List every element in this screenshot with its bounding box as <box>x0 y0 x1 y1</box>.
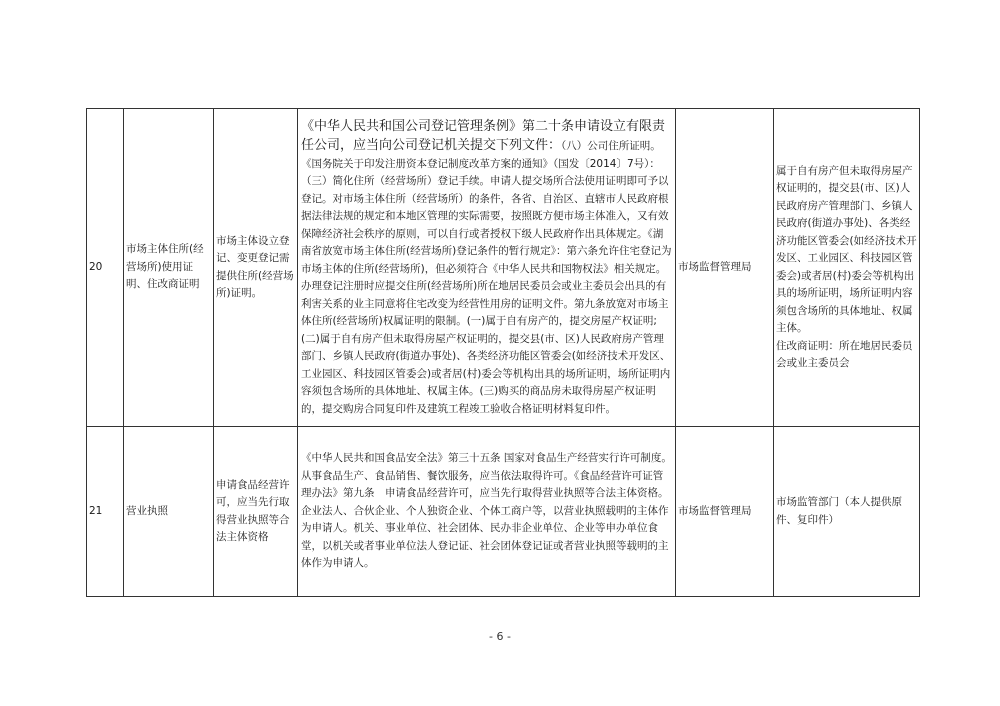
row-number: 21 <box>87 427 124 597</box>
page-number: - 6 - <box>489 630 511 643</box>
certificate-name: 市场主体住所(经营场所)使用证明、住改商证明 <box>124 109 214 427</box>
certificate-purpose: 市场主体设立登记、变更登记需提供住所(经营场所)证明。 <box>214 109 298 427</box>
remarks-text: 属于自有房产但未取得房屋产权证明的，提交县(市、区)人民政府房产管理部门、乡镇人民政府(街道办事处)、各类经济功能区管委会(如经济技术开发区、工业园区、科技园区管委会)或者居(村)委会等机构出具的场所证明，场所证明内容须包含场所的具体地址、权属主体。 <box>776 164 917 334</box>
table-row <box>87 109 920 427</box>
remarks <box>774 109 920 427</box>
remarks: 市场监管部门（本人提供原件、复印件） <box>774 427 920 597</box>
legal-basis-text: （八）公司住所证明。《国务院关于印发注册资本登记制度改革方案的通知》（国发〔2014〕7号）：（三）简化住所（经营场所）登记手续。申请人提交场所合法使用证明即可予以登记。对市场主体住所（经营场所）的条件，各省、自治区、直辖市人民政府根据法律法规的规定和本地区管理的实际需要，按照既方便市场主体准入，又有效保障经济社会秩序的原则，可以自行或者授权下级人民政府作出具体规定。《湖南省放宽市场主体住所(经营场所)登记条件的暂行规定》：第六条允许住宅登记为市场主体的住所(经营场所)，但必须符合《中华人民共和国物权法》相关规定。办理登记注册时应提交住所(经营场所)所在地居民委员会或业主委员会出具的有利害关系的业主同意将住宅改变为经营性用房的证明文件。第九条放宽对市场主体住所(经营场所)权属证明的限制。(一)属于自有房产的，提交房屋产权证明;(二)属于自有房产但未取得房屋产权证明的，提交县(市、区)人民政府房产管理部门、乡镇人民政府(街道办事处)、各类经济功能区管委会(如经济技术开发区、工业园区、科技园区管委会)或者居(村)委会等机构出具的场所证明，场所证明内容须包含场所的具体地址、权属主体。(三)购买的商品房未取得房屋产权证明的，提交购房合同复印件及建筑工程竣工验收合格证明材料复印件。 <box>301 140 672 415</box>
legal-basis-lead: 《中华人民共和国公司登记管理条例》第二十条申请设立有限责任公司，应当向公司登记机关提交下列文件： <box>301 118 666 154</box>
issuing-department: 市场监督管理局 <box>676 427 774 597</box>
certificate-table <box>86 108 920 597</box>
certificate-purpose: 申请食品经营许可，应当先行取得营业执照等合法主体资格 <box>214 427 298 597</box>
legal-basis: 《中华人民共和国食品安全法》第三十五条 国家对食品生产经营实行许可制度。从事食品生产、食品销售、餐饮服务，应当依法取得许可。《食品经营许可证管理办法》第九条 申请食品经营许可，应当先行取得营业执照等合法主体资格。企业法人、合伙企业、个人独资企业、个体工商户等，以营业执照载明的主体作为申请人。机关、事业单位、社会团体、民办非企业单位、企业等申办单位食堂，以机关或者事业单位法人登记证、社会团体登记证或者营业执照等载明的主体作为申请人。 <box>298 427 676 597</box>
certificate-name: 营业执照 <box>124 427 214 597</box>
remarks-text-2: 住改商证明：所在地居民委员会或业主委员会 <box>776 339 913 369</box>
issuing-department: 市场监督管理局 <box>676 109 774 427</box>
table-row <box>87 427 920 597</box>
row-number: 20 <box>87 109 124 427</box>
legal-basis <box>298 109 676 427</box>
